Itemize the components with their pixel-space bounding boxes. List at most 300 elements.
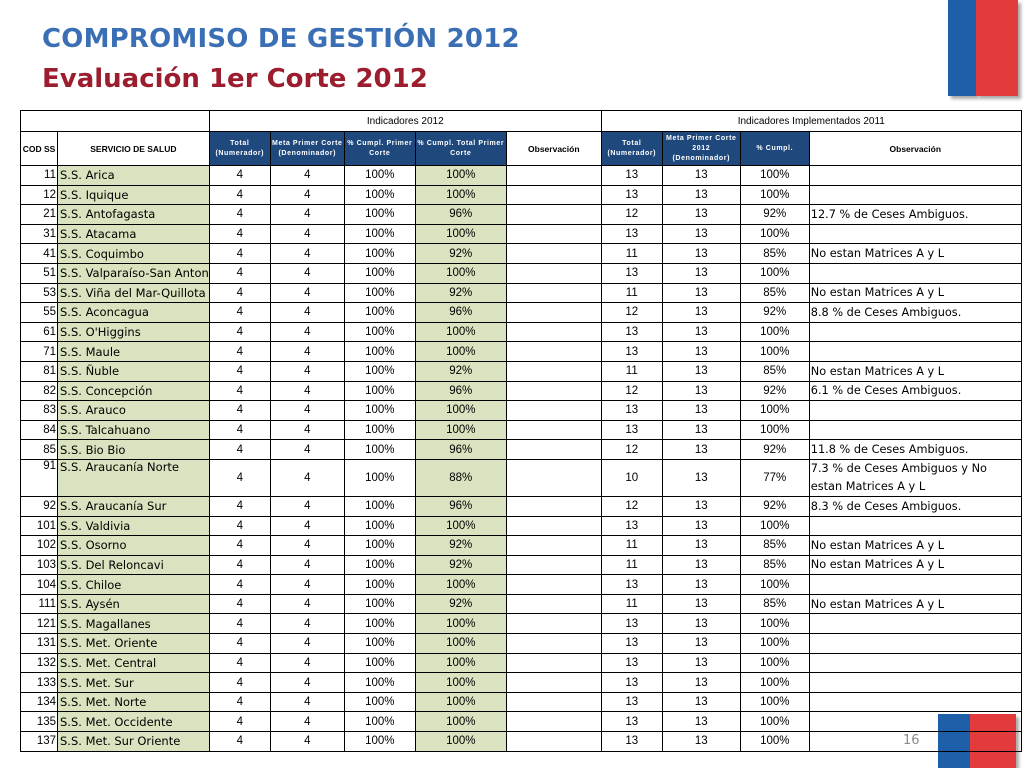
- cell-cumpl-total: 100%: [415, 342, 506, 362]
- cell-obs: [506, 634, 601, 654]
- cell-cod: 55: [21, 303, 58, 323]
- cell-meta: 4: [270, 342, 344, 362]
- table-row: [21, 712, 1022, 732]
- cell-total: 4: [209, 653, 270, 673]
- cell-cod: 131: [21, 634, 58, 654]
- cell-servicio: S.S. Osorno: [58, 536, 210, 556]
- cell-servicio: S.S. Arica: [58, 166, 210, 186]
- cell-servicio: S.S. Concepción: [58, 381, 210, 401]
- cell-cumpl-total: 100%: [415, 614, 506, 634]
- cell-cod: 92: [21, 496, 58, 516]
- table-row: [21, 575, 1022, 595]
- page-title: COMPROMISO DE GESTIÓN 2012: [42, 24, 520, 54]
- cell-total: 4: [209, 575, 270, 595]
- table-row: [21, 263, 1022, 283]
- cell-cumpl-2011: 85%: [740, 555, 809, 575]
- cell-cumpl: 100%: [344, 244, 415, 264]
- table-row: [21, 536, 1022, 556]
- cell-obs: [506, 381, 601, 401]
- cell-cumpl-2011: 100%: [740, 634, 809, 654]
- cell-cumpl-2011: 100%: [740, 614, 809, 634]
- cell-meta: 4: [270, 283, 344, 303]
- cell-cumpl-total: 100%: [415, 653, 506, 673]
- cell-cumpl-total: 88%: [415, 459, 506, 496]
- cell-cumpl: 100%: [344, 575, 415, 595]
- cell-meta-2011: 13: [662, 653, 740, 673]
- cell-cod: 102: [21, 536, 58, 556]
- cell-cumpl-2011: 100%: [740, 322, 809, 342]
- cell-meta: 4: [270, 459, 344, 496]
- cell-cumpl: 100%: [344, 361, 415, 381]
- cell-total: 4: [209, 614, 270, 634]
- cell-cod: 71: [21, 342, 58, 362]
- col-total: Total (Numerador): [209, 132, 270, 166]
- cell-total: 4: [209, 634, 270, 654]
- empty-corner: [21, 111, 58, 132]
- cell-cumpl: 100%: [344, 401, 415, 421]
- table-row: [21, 381, 1022, 401]
- cell-cumpl: 100%: [344, 459, 415, 496]
- cell-total: 4: [209, 381, 270, 401]
- cell-cumpl-total: 100%: [415, 516, 506, 536]
- cell-meta: 4: [270, 224, 344, 244]
- cell-obs-2011: No estan Matrices A y L: [809, 536, 1021, 556]
- cell-cumpl-2011: 100%: [740, 653, 809, 673]
- cell-cumpl-2011: 100%: [740, 420, 809, 440]
- cell-obs-2011: 8.8 % de Ceses Ambiguos.: [809, 303, 1021, 323]
- table-row: [21, 322, 1022, 342]
- cell-total-2011: 13: [601, 401, 662, 421]
- cell-servicio: S.S. Arauco: [58, 401, 210, 421]
- cell-cumpl: 100%: [344, 185, 415, 205]
- cell-total-2011: 13: [601, 224, 662, 244]
- cell-meta-2011: 13: [662, 283, 740, 303]
- cell-meta: 4: [270, 575, 344, 595]
- cell-cumpl-total: 92%: [415, 361, 506, 381]
- cell-meta-2011: 13: [662, 536, 740, 556]
- cell-cumpl-2011: 100%: [740, 673, 809, 693]
- cell-cod: 51: [21, 263, 58, 283]
- cell-total-2011: 13: [601, 516, 662, 536]
- cell-servicio: S.S. Valdivia: [58, 516, 210, 536]
- cell-total-2011: 11: [601, 536, 662, 556]
- cell-cumpl-2011: 85%: [740, 283, 809, 303]
- cell-obs: [506, 459, 601, 496]
- cell-obs: [506, 594, 601, 614]
- cell-cod: 81: [21, 361, 58, 381]
- col-obs: Observación: [506, 132, 601, 166]
- cell-obs: [506, 692, 601, 712]
- cell-meta-2011: 13: [662, 614, 740, 634]
- col-meta-2011: Meta Primer Corte 2012 (Denominador): [662, 132, 740, 166]
- cell-total: 4: [209, 555, 270, 575]
- table-row: [21, 244, 1022, 264]
- cell-total-2011: 12: [601, 303, 662, 323]
- cell-obs-2011: [809, 420, 1021, 440]
- cell-obs: [506, 536, 601, 556]
- cell-total: 4: [209, 673, 270, 693]
- cell-meta-2011: 13: [662, 496, 740, 516]
- cell-cumpl-total: 96%: [415, 440, 506, 460]
- cell-total-2011: 13: [601, 712, 662, 732]
- cell-total-2011: 10: [601, 459, 662, 496]
- table-row: [21, 732, 1022, 752]
- cell-meta-2011: 13: [662, 555, 740, 575]
- cell-total: 4: [209, 594, 270, 614]
- cell-servicio: S.S. Valparaíso-San Anton: [58, 263, 210, 283]
- cell-obs-2011: 7.3 % de Ceses Ambiguos y No estan Matrices A y L: [809, 459, 1021, 496]
- cell-meta-2011: 13: [662, 673, 740, 693]
- cell-cod: 133: [21, 673, 58, 693]
- cell-cumpl-2011: 100%: [740, 185, 809, 205]
- cell-servicio: S.S. Antofagasta: [58, 205, 210, 225]
- col-obs-2011: Observación: [809, 132, 1021, 166]
- table-row: [21, 692, 1022, 712]
- cell-cod: 111: [21, 594, 58, 614]
- cell-cumpl-2011: 92%: [740, 381, 809, 401]
- cell-total: 4: [209, 185, 270, 205]
- cell-obs-2011: [809, 166, 1021, 186]
- cell-meta: 4: [270, 440, 344, 460]
- cell-servicio: S.S. Ñuble: [58, 361, 210, 381]
- cell-cumpl-2011: 77%: [740, 459, 809, 496]
- cell-servicio: S.S. Araucanía Sur: [58, 496, 210, 516]
- cell-cod: 31: [21, 224, 58, 244]
- cell-obs-2011: [809, 516, 1021, 536]
- cell-meta: 4: [270, 263, 344, 283]
- cell-cumpl-2011: 85%: [740, 536, 809, 556]
- cell-meta-2011: 13: [662, 459, 740, 496]
- col-cumpl-2011: % Cumpl.: [740, 132, 809, 166]
- cell-meta: 4: [270, 185, 344, 205]
- cell-cod: 82: [21, 381, 58, 401]
- cell-obs: [506, 244, 601, 264]
- cell-cumpl-total: 96%: [415, 496, 506, 516]
- cell-cumpl: 100%: [344, 205, 415, 225]
- cell-total: 4: [209, 224, 270, 244]
- cell-servicio: S.S. Coquimbo: [58, 244, 210, 264]
- cell-cumpl-total: 100%: [415, 732, 506, 752]
- table-row: [21, 166, 1022, 186]
- page-number: 16: [903, 733, 920, 748]
- cell-servicio: S.S. Iquique: [58, 185, 210, 205]
- cell-cumpl-total: 100%: [415, 420, 506, 440]
- cell-cumpl: 100%: [344, 440, 415, 460]
- cell-cumpl-total: 100%: [415, 224, 506, 244]
- empty-corner-2: [58, 111, 210, 132]
- cell-obs-2011: No estan Matrices A y L: [809, 594, 1021, 614]
- cell-cod: 91: [21, 459, 58, 496]
- table-row: [21, 594, 1022, 614]
- cell-cumpl: 100%: [344, 732, 415, 752]
- cell-total: 4: [209, 303, 270, 323]
- cell-cod: 41: [21, 244, 58, 264]
- cell-obs-2011: [809, 224, 1021, 244]
- cell-cumpl: 100%: [344, 536, 415, 556]
- cell-cod: 84: [21, 420, 58, 440]
- cell-meta: 4: [270, 166, 344, 186]
- cell-cumpl: 100%: [344, 496, 415, 516]
- cell-total-2011: 13: [601, 263, 662, 283]
- cell-total: 4: [209, 420, 270, 440]
- cell-meta-2011: 13: [662, 244, 740, 264]
- cell-cumpl-2011: 100%: [740, 263, 809, 283]
- cell-meta-2011: 13: [662, 401, 740, 421]
- cell-cumpl-total: 92%: [415, 594, 506, 614]
- cell-meta-2011: 13: [662, 594, 740, 614]
- cell-cumpl-total: 100%: [415, 712, 506, 732]
- cell-meta-2011: 13: [662, 224, 740, 244]
- cell-total: 4: [209, 440, 270, 460]
- table-row: [21, 459, 1022, 496]
- cell-cumpl: 100%: [344, 166, 415, 186]
- cell-cumpl: 100%: [344, 224, 415, 244]
- cell-cumpl-total: 100%: [415, 263, 506, 283]
- cell-obs-2011: [809, 634, 1021, 654]
- cell-total: 4: [209, 322, 270, 342]
- indicators-table: [20, 110, 1022, 752]
- cell-cumpl: 100%: [344, 594, 415, 614]
- cell-cumpl-2011: 100%: [740, 401, 809, 421]
- cell-meta-2011: 13: [662, 381, 740, 401]
- table-row: [21, 496, 1022, 516]
- cell-obs-2011: 8.3 % de Ceses Ambiguos.: [809, 496, 1021, 516]
- cell-meta: 4: [270, 420, 344, 440]
- cell-cumpl-total: 100%: [415, 166, 506, 186]
- table-row: [21, 185, 1022, 205]
- col-servicio: SERVICIO DE SALUD: [58, 132, 210, 166]
- cell-cod: 135: [21, 712, 58, 732]
- cell-total-2011: 12: [601, 381, 662, 401]
- cell-cumpl-2011: 85%: [740, 361, 809, 381]
- cell-obs: [506, 166, 601, 186]
- cell-cumpl-2011: 92%: [740, 496, 809, 516]
- cell-obs-2011: No estan Matrices A y L: [809, 244, 1021, 264]
- cell-cumpl-2011: 100%: [740, 516, 809, 536]
- col-meta: Meta Primer Corte (Denominador): [270, 132, 344, 166]
- cell-total: 4: [209, 283, 270, 303]
- group-header-implementados-2011: Indicadores Implementados 2011: [601, 111, 1021, 132]
- cell-cumpl-total: 96%: [415, 303, 506, 323]
- cell-obs-2011: [809, 673, 1021, 693]
- cell-obs: [506, 555, 601, 575]
- cell-obs: [506, 653, 601, 673]
- cell-obs: [506, 673, 601, 693]
- cell-cod: 21: [21, 205, 58, 225]
- cell-cod: 137: [21, 732, 58, 752]
- cell-servicio: S.S. Met. Norte: [58, 692, 210, 712]
- cell-obs: [506, 575, 601, 595]
- cell-total: 4: [209, 712, 270, 732]
- cell-servicio: S.S. Atacama: [58, 224, 210, 244]
- cell-servicio: S.S. Met. Sur: [58, 673, 210, 693]
- cell-servicio: S.S. Met. Occidente: [58, 712, 210, 732]
- cell-total: 4: [209, 244, 270, 264]
- cell-total-2011: 13: [601, 653, 662, 673]
- cell-total: 4: [209, 166, 270, 186]
- cell-obs-2011: [809, 614, 1021, 634]
- cell-meta: 4: [270, 594, 344, 614]
- cell-cumpl-2011: 85%: [740, 594, 809, 614]
- cell-total: 4: [209, 692, 270, 712]
- cell-meta-2011: 13: [662, 440, 740, 460]
- cell-meta-2011: 13: [662, 575, 740, 595]
- cell-meta-2011: 13: [662, 516, 740, 536]
- cell-obs: [506, 732, 601, 752]
- cell-cumpl-total: 100%: [415, 185, 506, 205]
- cell-cumpl-2011: 100%: [740, 575, 809, 595]
- table-row: [21, 303, 1022, 323]
- cell-cod: 61: [21, 322, 58, 342]
- cell-servicio: S.S. Araucanía Norte: [58, 459, 210, 496]
- table-row: [21, 440, 1022, 460]
- cell-obs-2011: [809, 401, 1021, 421]
- table-row: [21, 673, 1022, 693]
- cell-meta-2011: 13: [662, 692, 740, 712]
- cell-obs: [506, 401, 601, 421]
- cell-obs: [506, 205, 601, 225]
- cell-cumpl-2011: 100%: [740, 712, 809, 732]
- table-row: [21, 283, 1022, 303]
- cell-servicio: S.S. Met. Oriente: [58, 634, 210, 654]
- cell-cumpl: 100%: [344, 420, 415, 440]
- cell-servicio: S.S. Talcahuano: [58, 420, 210, 440]
- cell-obs-2011: No estan Matrices A y L: [809, 283, 1021, 303]
- cell-total-2011: 13: [601, 634, 662, 654]
- cell-meta: 4: [270, 673, 344, 693]
- cell-total-2011: 12: [601, 496, 662, 516]
- cell-servicio: S.S. Del Reloncavi: [58, 555, 210, 575]
- cell-servicio: S.S. Chiloe: [58, 575, 210, 595]
- cell-obs-2011: 11.8 % de Ceses Ambiguos.: [809, 440, 1021, 460]
- cell-meta-2011: 13: [662, 185, 740, 205]
- cell-total: 4: [209, 401, 270, 421]
- cell-cumpl-total: 100%: [415, 692, 506, 712]
- cell-cod: 103: [21, 555, 58, 575]
- cell-cumpl-2011: 85%: [740, 244, 809, 264]
- cell-meta: 4: [270, 361, 344, 381]
- table-row: [21, 516, 1022, 536]
- cell-total-2011: 13: [601, 185, 662, 205]
- table-row: [21, 555, 1022, 575]
- cell-meta-2011: 13: [662, 322, 740, 342]
- cell-total-2011: 11: [601, 361, 662, 381]
- col-total-2011: Total (Numerador): [601, 132, 662, 166]
- cell-total-2011: 13: [601, 732, 662, 752]
- cell-obs: [506, 712, 601, 732]
- cell-obs-2011: [809, 322, 1021, 342]
- cell-cumpl-2011: 92%: [740, 440, 809, 460]
- cell-meta: 4: [270, 536, 344, 556]
- cell-total: 4: [209, 263, 270, 283]
- cell-meta: 4: [270, 653, 344, 673]
- cell-obs: [506, 496, 601, 516]
- cell-obs-2011: [809, 185, 1021, 205]
- cell-obs: [506, 342, 601, 362]
- cell-obs: [506, 185, 601, 205]
- cell-cumpl-total: 92%: [415, 555, 506, 575]
- cell-servicio: S.S. Magallanes: [58, 614, 210, 634]
- cell-servicio: S.S. Maule: [58, 342, 210, 362]
- cell-total-2011: 13: [601, 673, 662, 693]
- cell-total-2011: 13: [601, 166, 662, 186]
- cell-total-2011: 13: [601, 342, 662, 362]
- cell-total-2011: 13: [601, 692, 662, 712]
- cell-total-2011: 12: [601, 440, 662, 460]
- cell-obs-2011: [809, 712, 1021, 732]
- cell-cumpl: 100%: [344, 673, 415, 693]
- cell-cumpl: 100%: [344, 555, 415, 575]
- cell-meta: 4: [270, 401, 344, 421]
- cell-total: 4: [209, 459, 270, 496]
- cell-cumpl-total: 100%: [415, 575, 506, 595]
- cell-obs: [506, 283, 601, 303]
- table-row: [21, 342, 1022, 362]
- cell-servicio: S.S. O'Higgins: [58, 322, 210, 342]
- cell-meta: 4: [270, 496, 344, 516]
- cell-meta: 4: [270, 712, 344, 732]
- cell-cumpl: 100%: [344, 614, 415, 634]
- cell-obs-2011: No estan Matrices A y L: [809, 555, 1021, 575]
- cell-total-2011: 11: [601, 244, 662, 264]
- cell-obs-2011: No estan Matrices A y L: [809, 361, 1021, 381]
- cell-meta-2011: 13: [662, 712, 740, 732]
- cell-cod: 85: [21, 440, 58, 460]
- cell-total-2011: 13: [601, 420, 662, 440]
- cell-meta: 4: [270, 303, 344, 323]
- group-header-indicadores-2012: Indicadores 2012: [209, 111, 601, 132]
- cell-meta: 4: [270, 692, 344, 712]
- cell-meta: 4: [270, 381, 344, 401]
- cell-obs-2011: [809, 653, 1021, 673]
- col-cod: COD SS: [21, 132, 58, 166]
- cell-servicio: S.S. Aconcagua: [58, 303, 210, 323]
- cell-cod: 134: [21, 692, 58, 712]
- table-row: [21, 634, 1022, 654]
- cell-obs-2011: [809, 575, 1021, 595]
- table-row: [21, 420, 1022, 440]
- cell-obs: [506, 303, 601, 323]
- cell-cumpl-total: 100%: [415, 401, 506, 421]
- cell-obs: [506, 516, 601, 536]
- cell-cod: 132: [21, 653, 58, 673]
- cell-total: 4: [209, 361, 270, 381]
- cell-cumpl: 100%: [344, 634, 415, 654]
- cell-cumpl-2011: 100%: [740, 732, 809, 752]
- cell-cumpl-total: 92%: [415, 244, 506, 264]
- cell-cumpl-2011: 100%: [740, 692, 809, 712]
- cell-meta: 4: [270, 732, 344, 752]
- cell-total-2011: 13: [601, 575, 662, 595]
- cell-meta: 4: [270, 322, 344, 342]
- cell-cumpl: 100%: [344, 342, 415, 362]
- cell-meta-2011: 13: [662, 166, 740, 186]
- cell-cumpl-total: 100%: [415, 673, 506, 693]
- cell-meta-2011: 13: [662, 205, 740, 225]
- table-row: [21, 224, 1022, 244]
- cell-obs-2011: 6.1 % de Ceses Ambiguos.: [809, 381, 1021, 401]
- cell-total-2011: 12: [601, 205, 662, 225]
- cell-meta: 4: [270, 555, 344, 575]
- cell-total-2011: 11: [601, 283, 662, 303]
- cell-obs-2011: 12.7 % de Ceses Ambiguos.: [809, 205, 1021, 225]
- cell-total-2011: 11: [601, 594, 662, 614]
- cell-cumpl-total: 100%: [415, 634, 506, 654]
- cell-total-2011: 13: [601, 614, 662, 634]
- cell-cod: 101: [21, 516, 58, 536]
- cell-servicio: S.S. Bio Bio: [58, 440, 210, 460]
- cell-meta: 4: [270, 614, 344, 634]
